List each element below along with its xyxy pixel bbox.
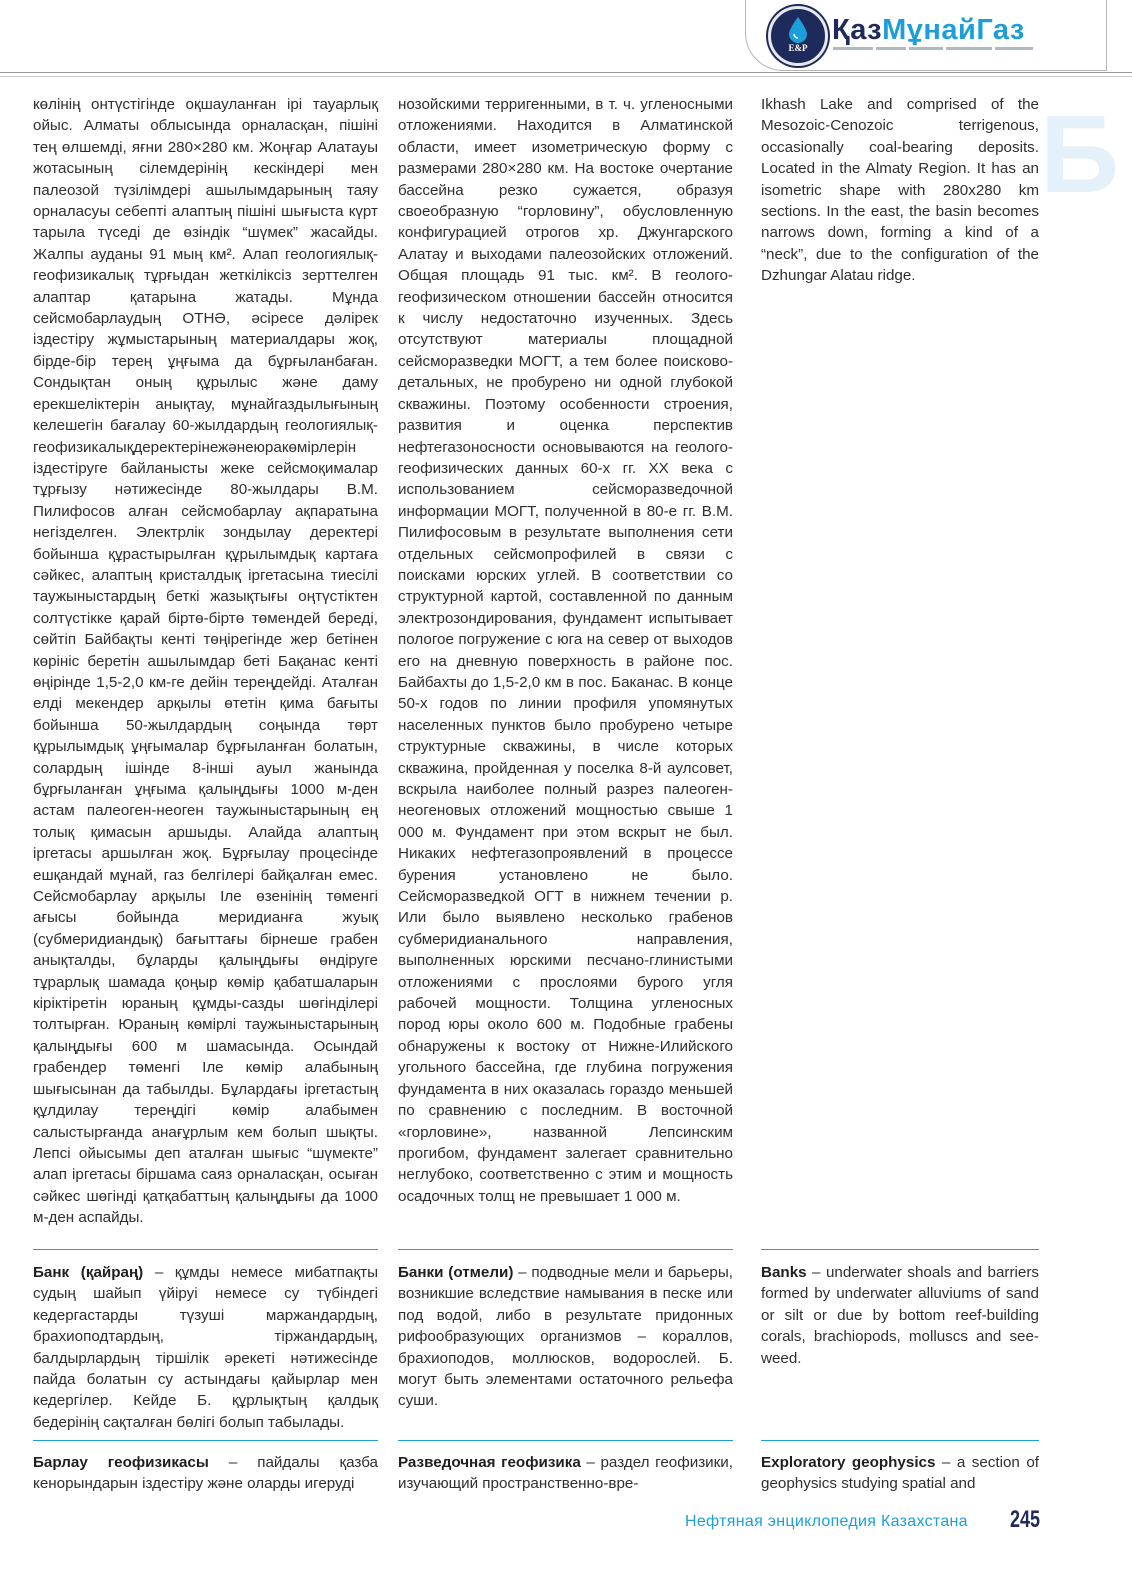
kazakh-paragraph: көлінің онтүстігінде оқшауланған ірі тауарлық ойыс. Алматы облысында орналасқан, пішіні тең өлшемді, яғни 280×280 км. Жоңғар Алатауы жотасының сілемдерінің кескіндері мен палеозой түзілімдері ашылымдарының таяу орналасуы себепті алаптың пішіні шығыста күрт тарыла түседі де өзіндік “шүмек” жасайды. Жалпы ауданы 91 мың км². Алап геологиялық-геофизикалық тұрғыдан жеткіліксіз зерттелген алаптар қатарына жатады. Мұнда сейсмобарлаудың ОТНӘ, әсіресе дәлірек іздестіру жұмыстарының материалдары жоқ, бірде-бір терең ұңғыма да бұрғыланбаған. Сондықтан оның құрылыс және даму ерекшеліктерін анықтау, мұнайгаздылығының келешегін бағалау 60-жылдардың геологиялық-геофизикалықдеректерінежәнеюракөмірлерін іздестіруге байланысты жеке сейсмоқималар тұрғызу нәтижесінде 80-жылдары В.М. Пилифосов алған сейсмобарлау ақпаратына негізделген. Электрлік зондылау деректері бойынша құрастырылған құрылымдық картаға сәйкес, алаптың кристалдық іргетасына тиесілі таужыныстардың беткі жазықтығы оңтүстіктен солтүстікке қарай біртө-біртө төмендей береді, сөйтіп Байбақты кенті төңірегінде жер бетінен көрініс беретін ашылымдар беті Бақанас кенті өңірінде 1,5-2,0 км-ге дейін тереңдейді. Аталған елді мекендер арқылы өтетін қима бағыты бойынша 50-жылдардың соңында төрт құрылымдық ұңғымалар бұрғыланған болатын, солардың ішінде 8-інші ауыл жанында бұрғыланған ұңғыма қалыңдығы 1000 м-ден астам палеоген-неоген таужыныстарының ең толық қимасын аршыды. Алайда алаптың іргетасы аршылған жоқ. Бұрғылау процесінде ешқандай мұнай, газ белгілері байқалған емес. Сейсмобарлау арқылы Іле өзенінің төменгі ағысы бойында меридианға жуық (субмеридиандық) бағыттағы бірнеше грабен анықталды, бұларды қалыңдығы өндіруге тұрарлық шамада қоңыр көмір қабатшаларын кіріктіретін юраның құмды-сазды шөгінділері толтырған. Юраның көмірлі таужыныстарының қалыңдығы 600 м шамасында. Осындай грабендер төменгі Іле көмір алабының шығысынан да табылды. Бұлардағы іргетастың құлдилау тереңдігі көмір алабымен салыстырғанда анағұрлым кем болып шықты. Лепсі ойысымы деп аталған шығыс “шүмекте” алап іргетасы біршама саяз орналасқан, осыған сәйкес шөгінді қатқабаттың қалыңдығы да 1000 м-ден аспайды. [33,96,378,1227]
header-rule [0,72,1132,73]
main-text-kazakh [33,94,378,1229]
section-letter: Б [1040,93,1120,216]
entry-definition: – раздел геофизики, изучающий пространственно-вре- [398,1454,733,1493]
entry-term: Банк (қайраң) [33,1264,144,1281]
page-number: 245 [1010,1506,1041,1533]
entry-geophysics-english [761,1452,1039,1495]
entry-term: Exploratory geophysics [761,1454,936,1471]
entry-term: Разведочная геофизика [398,1454,581,1471]
entry-definition: – подводные мели и барьеры, возникшие вследствие намывания в песке или под водой, либо в результате придонных рифообразующих организмов – кораллов, брахиоподов, моллюсков, водорослей. Б. могут быть элементами остаточного рельефа суши. [398,1264,734,1410]
logo-name-part2: МұнайГаз [882,14,1025,46]
logo-subtitle-strip [833,47,1043,52]
entry-definition: – a section of geophysics studying spatial and [761,1454,1039,1493]
oil-drop-icon [788,17,808,43]
entry-geophysics-russian [398,1452,733,1495]
entry-term: Банки (отмели) [398,1264,514,1281]
entry-rule [761,1249,1039,1250]
entry-rule [33,1440,378,1441]
entry-term: Барлау геофизикасы [33,1454,209,1471]
entry-banks-kazakh [33,1262,378,1433]
main-text-english [761,94,1039,287]
company-logo-emblem [768,6,828,66]
logo-badge-text: E&P [788,43,808,53]
entry-definition: – құмды немесе мибатпақты судың шайып үйіруі немесе су түбіндегі кедергастарды түзуші маржандардың, брахиоподтардың, тіржандардың, балдырлардың тіршілік әрекеті нәтижесінде пайда болатын су астындағы қайырлар мен кедергілер. Кейде Б. құрлықтың қалдық бедерінің сақталған бөлігі болып табылады. [33,1264,378,1431]
entry-rule [398,1440,733,1441]
entry-definition: – пайдалы қазба кенорындарын іздестіру және оларды игеруді [33,1454,379,1493]
entry-rule [761,1440,1039,1441]
entry-rule [398,1249,733,1250]
russian-paragraph: нозойскими терригенными, в т. ч. угленосными отложениями. Находится в Алматинской области, имеет изометрическую форму с размерами 280×280 км. На востоке очертание бассейна резко сужается, образуя своеобразную “горловину”, обусловленную конфигурацией отрогов хр. Джунгарского Алатау и выходами палеозойских отложений. Общая площадь 91 тыс. км². В геолого-геофизическом отношении бассейн относится к числу недостаточно изученных. Здесь отсутствуют материалы площадной сейсморазведки МОГТ, а тем более поисково-детальных, не пробурено ни одной глубокой скважины. Поэтому особенности строения, развития и оценка перспектив нефтегазоносности основываются на геолого-геофизических данных 60-х гг. XX века с использованием сейсморазведочной информации МОГТ, полученной в 80-е гг. В.М. Пилифосовым в результате выполнения сети отдельных сейсмопрофилей в связи с поисками юрских углей. В соответствии со структурной картой, составленной по данным электрозондирования, фундамент испытывает пологое погружение с юга на север от выходов его на дневную поверхность в районе пос. Байбахты до 1,5-2,0 км в пос. Баканас. В конце 50-х годов по линии профиля упомянутых населенных пунктов было пробурено четыре структурные скважины, в числе которых скважина, пройденная у поселка 8-й аулсовет, вскрыла наиболее полный разрез палеоген-неогеновых отложений мощностью свыше 1 000 м. Фундамент при этом вскрыт не был. Никаких нефтегазопроявлений в процессе бурения установлено не было. Сейсморазведкой ОГТ в нижнем течении р. Или было выявлено несколько грабенов субмеридианального направления, выполненных юрскими песчано-глинистыми отложениями с прослоями бурого угля рабочей мощности. Толщина угленосных пород юры около 600 м. Подобные грабены обнаружены к востоку от Нижне-Илийского угольного бассейна, где глубина погружения фундамента в них оказалась гораздо меньшей по сравнению с последним. В восточной «горловине», названной Лепсинским прогибом, фундамент залегает сравнительно неглубоко, соответственно с этим и мощность осадочных толщ не превышает 1 000 м. [398,96,733,1205]
english-paragraph: Ikhash Lake and comprised of the Mesozoic-Cenozoic terrigenous, occasionally coal-bearing deposits. Located in the Almaty Region. It has an isometric shape with 280x280 km sections. In the east, the basin becomes narrows down, forming a kind of a “neck”, due to the configuration of the Dzhungar Alatau ridge. [761,96,1039,285]
entry-geophysics-kazakh [33,1452,378,1495]
entry-term: Banks [761,1264,807,1281]
entry-definition: – underwater shoals and barriers formed by underwater alluviums of sand or silt or due by bottom reef-building corals, brachiopods, molluscs and see-weed. [761,1264,1039,1367]
header-rule-secondary [0,76,1132,77]
entry-rule [33,1249,378,1250]
entry-banks-english [761,1262,1039,1369]
footer-publication-title: Нефтяная энциклопедия Казахстана [685,1513,968,1530]
main-text-russian [398,94,733,1207]
company-logo-name [832,14,1025,47]
entry-banks-russian [398,1262,733,1412]
logo-name-part1: Қаз [832,14,883,46]
